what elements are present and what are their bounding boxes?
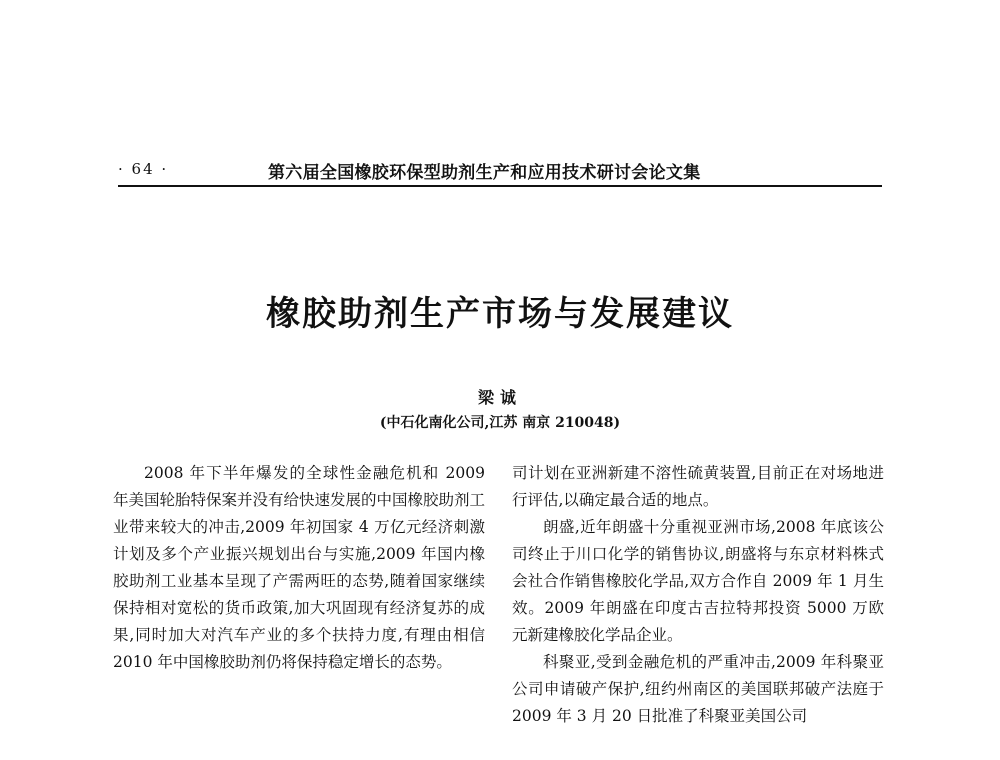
author-affiliation: (中石化南化公司,江苏 南京 210048) — [379, 415, 621, 431]
paragraph-continued: 司计划在亚洲新建不溶性硫黄装置,目前正在对场地进行评估,以确定最合适的地点。 — [512, 464, 884, 509]
body-column-left — [113, 460, 485, 676]
body-column-right — [512, 460, 884, 730]
paragraph-chemtura: 科聚亚,受到金融危机的严重冲击,2009 年科聚亚公司申请破产保护,纽约州南区的美国联邦破产法庭于 2009 年 3 月 20 日批准了科聚亚美国公司 — [512, 653, 884, 725]
page-number: · 64 · — [118, 160, 169, 178]
journal-title: 第六届全国橡胶环保型助剂生产和应用技术研讨会论文集 — [268, 163, 701, 183]
header-divider — [118, 185, 882, 187]
paragraph-intro: 2008 年下半年爆发的全球性金融危机和 2009 年美国轮胎特保案并没有给快速发展的中国橡胶助剂工业带来较大的冲击,2009 年初国家 4 万亿元经济刺激计划及多个产业振兴规划出台与实施,2009 年国内橡胶助剂工业基本呈现了产需两旺的态势,随着国家继续保持相对宽松的货币政策,加大巩固现有经济复苏的成果,同时加大对汽车产业的多个扶持力度,有理由相信 2010 年中国橡胶助剂仍将保持稳定增长的态势。 — [113, 464, 486, 671]
running-header — [118, 156, 882, 186]
paragraph-lanxess: 朗盛,近年朗盛十分重视亚洲市场,2008 年底该公司终止于川口化学的销售协议,朗盛将与东京材料株式会社合作销售橡胶化学品,双方合作自 2009 年 1 月生效。2009 年朗盛在印度古吉拉特邦投资 5000 万欧元新建橡胶化学品企业。 — [512, 518, 884, 644]
article-title: 橡胶助剂生产市场与发展建议 — [266, 294, 734, 334]
author-name: 梁诚 — [477, 388, 522, 407]
